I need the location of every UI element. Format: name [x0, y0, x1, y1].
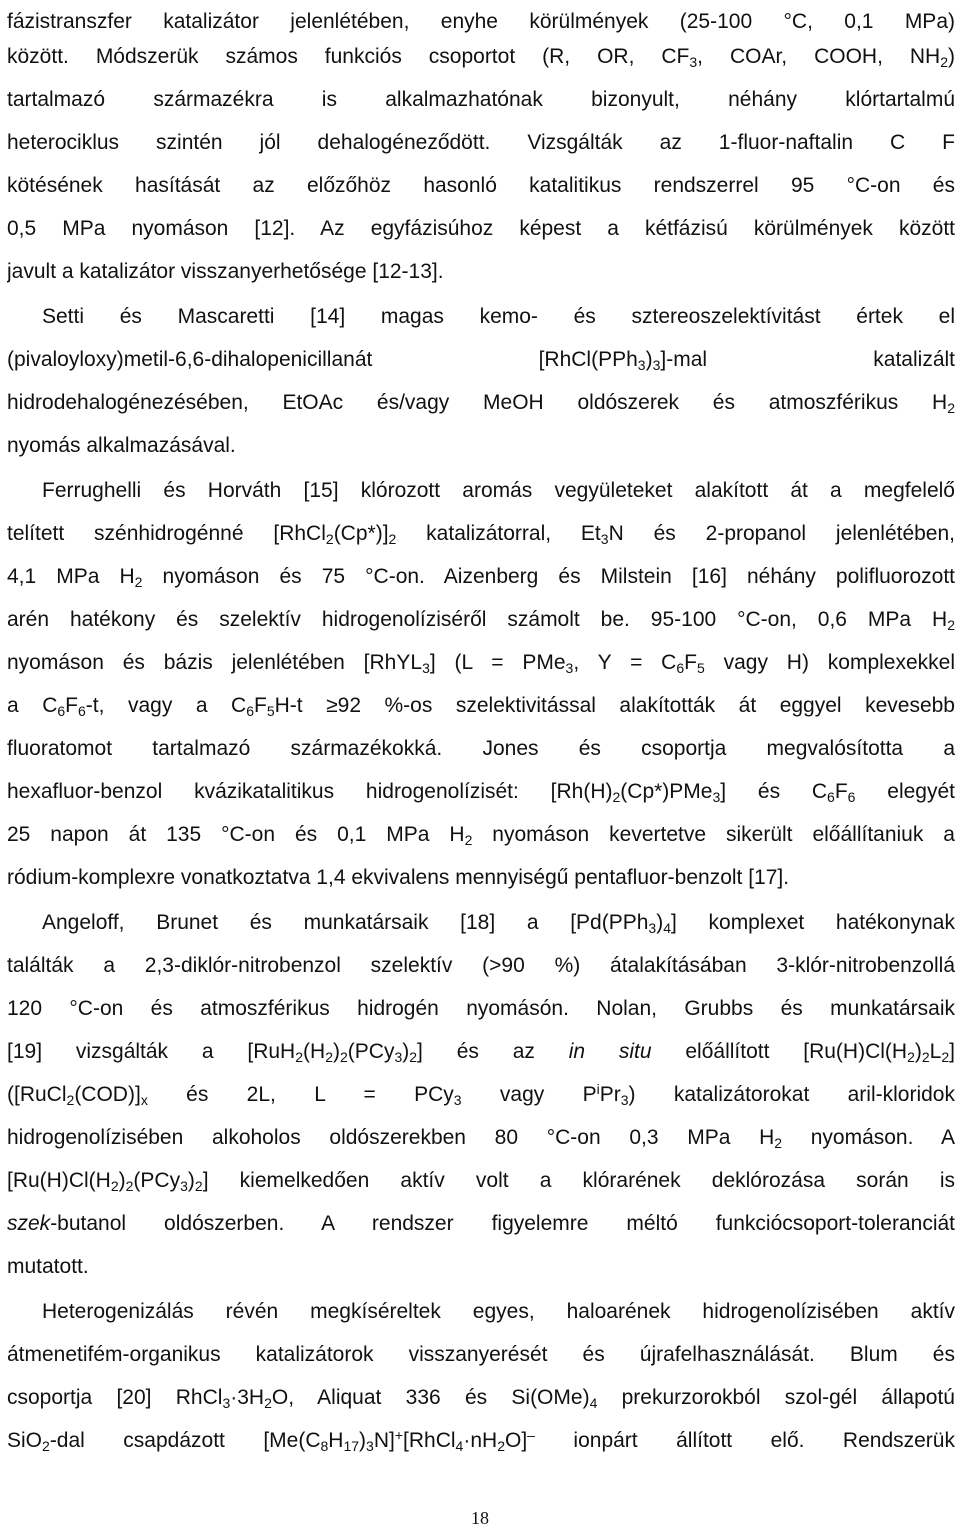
text-line: heterociklus szintén jól dehalogéneződött. Vizsgálták az 1-fluor-naftalin C F [7, 131, 955, 154]
text-line: hidrogenolízisében alkoholos oldószerekben 80 °C-on 0,3 MPa $H_2$ nyomáson. A [7, 1126, 955, 1151]
text-line: telített szénhidrogénné $[RhCl_2(Cp*)]_2$ katalizátorral, $Et_3N$ és 2-propanol jelenlétében, [7, 522, 955, 547]
text-line: Setti és Mascaretti [14] magas kemo- és sztereoszelektívitást értek el [42, 305, 955, 328]
text-line: fluoratomot tartalmazó származékokká. Jones és csoportja megvalósította a [7, 737, 955, 760]
text-line: SiO$_2$-dal csapdázott $[Me(C_8H_{17})_3N]^+[RhCl_4\cdot nH_2O]^-$ ionpárt állított elő. Rendszerük [7, 1427, 955, 1454]
text-line: mutatott. [7, 1255, 89, 1278]
text-line: hidrodehalogénezésében, EtOAc és/vagy MeOH oldószerek és atmoszférikus $H_2$ [7, 391, 955, 416]
text-line: ($[RuCl_2(COD)]_x$ és 2L, L = PCy$_3$ vagy $P^iPr_3$) katalizátorokat aril-kloridok [7, 1081, 955, 1108]
text-line: Heterogenizálás révén megkíséreltek egyes, haloarének hidrogenolízisében aktív [42, 1300, 955, 1323]
text-line: között. Módszerük számos funkciós csoportot (R, OR, $CF_3$, COAr, COOH, $NH_2$) [7, 45, 955, 70]
text-line: 4,1 MPa $H_2$ nyomáson és 75 °C-on. Aizenberg és Milstein [16] néhány polifluorozott [7, 565, 955, 590]
text-line: 0,5 MPa nyomáson [12]. Az egyfázisúhoz képest a kétfázisú körülmények között [7, 217, 955, 240]
text-line: tartalmazó származékra is alkalmazhatónak bizonyult, néhány klórtartalmú [7, 88, 955, 111]
text-line: $[Ru(H)Cl(H_2)_2(PCy_3)_2]$ kiemelkedően aktív volt a klórarének deklórozása során is [7, 1169, 955, 1194]
text-line: Angeloff, Brunet és munkatársaik [18] a $[Pd(PPh_3)_4]$ komplexet hatékonynak [42, 911, 955, 936]
text-line: javult a katalizátor visszanyerhetősége [12-13]. [7, 260, 444, 283]
text-line: csoportja [20] $RhCl_3\cdot 3H_2O$, Aliquat 336 és $Si(OMe)_4$ prekurzorokból szol-gél állapotú [7, 1386, 955, 1411]
text-line: 25 napon át 135 °C-on és 0,1 MPa $H_2$ nyomáson kevertetve sikerült előállítaniuk a [7, 823, 955, 848]
text-line: ródium-komplexre vonatkoztatva 1,4 ekvivalens mennyiségű pentafluor-benzolt [17]. [7, 866, 790, 889]
page-number: 18 [471, 1508, 489, 1528]
text-line: találták a 2,3-diklór-nitrobenzol szelektív (>90 %) átalakításában 3-klór-nitrobenzollá [7, 954, 955, 977]
text-line: [19] vizsgálták a $[RuH_2(H_2)_2(PCy_3)_2]$ és az in situ előállított $[Ru(H)Cl(H_2)_2L_2]$ [7, 1040, 955, 1065]
text-line: kötésének hasítását az előzőhöz hasonló katalitikus rendszerrel 95 °C-on és [7, 174, 955, 197]
text-line: a $C_6F_6-t$, vagy a $C_6F_5H-t \ge 92$ %-os szelektivitással alakították át eggyel kevesebb [7, 694, 955, 719]
text-line: arén hatékony és szelektív hidrogenolíziséről számolt be. 95-100 °C-on, 0,6 MPa $H_2$ [7, 608, 955, 633]
text-line: (pivaloyloxy)metil-6,6-dihalopenicillanát $[RhCl(PPh_3)_3]$-mal katalizált [7, 348, 955, 373]
text-line: átmenetifém-organikus katalizátorok visszanyerését és újrafelhasználását. Blum és [7, 1343, 955, 1366]
text-line: Ferrughelli és Horváth [15] klórozott aromás vegyületeket alakított át a megfelelő [42, 479, 955, 502]
text-line: nyomás alkalmazásával. [7, 434, 236, 457]
text-line: 120 °C-on és atmoszférikus hidrogén nyomásón. Nolan, Grubbs és munkatársaik [7, 997, 955, 1020]
text-line: hexafluor-benzol kvázikatalitikus hidrogenolízisét: $[Rh(H)_2(Cp*)PMe_3]$ és $C_6F_6$ elegyét [7, 780, 955, 805]
text-line: szek-butanol oldószerben. A rendszer figyelemre méltó funkciócsoport-toleranciát [7, 1212, 955, 1235]
text-line: nyomáson és bázis jelenlétében [RhYL$_3$] (L = PMe$_3$, $Y = C_6F_5$ vagy H) komplexekkel [7, 651, 955, 676]
text-line: fázistranszfer katalizátor jelenlétében, enyhe körülmények (25-100 °C, 0,1 MPa) [7, 10, 955, 33]
